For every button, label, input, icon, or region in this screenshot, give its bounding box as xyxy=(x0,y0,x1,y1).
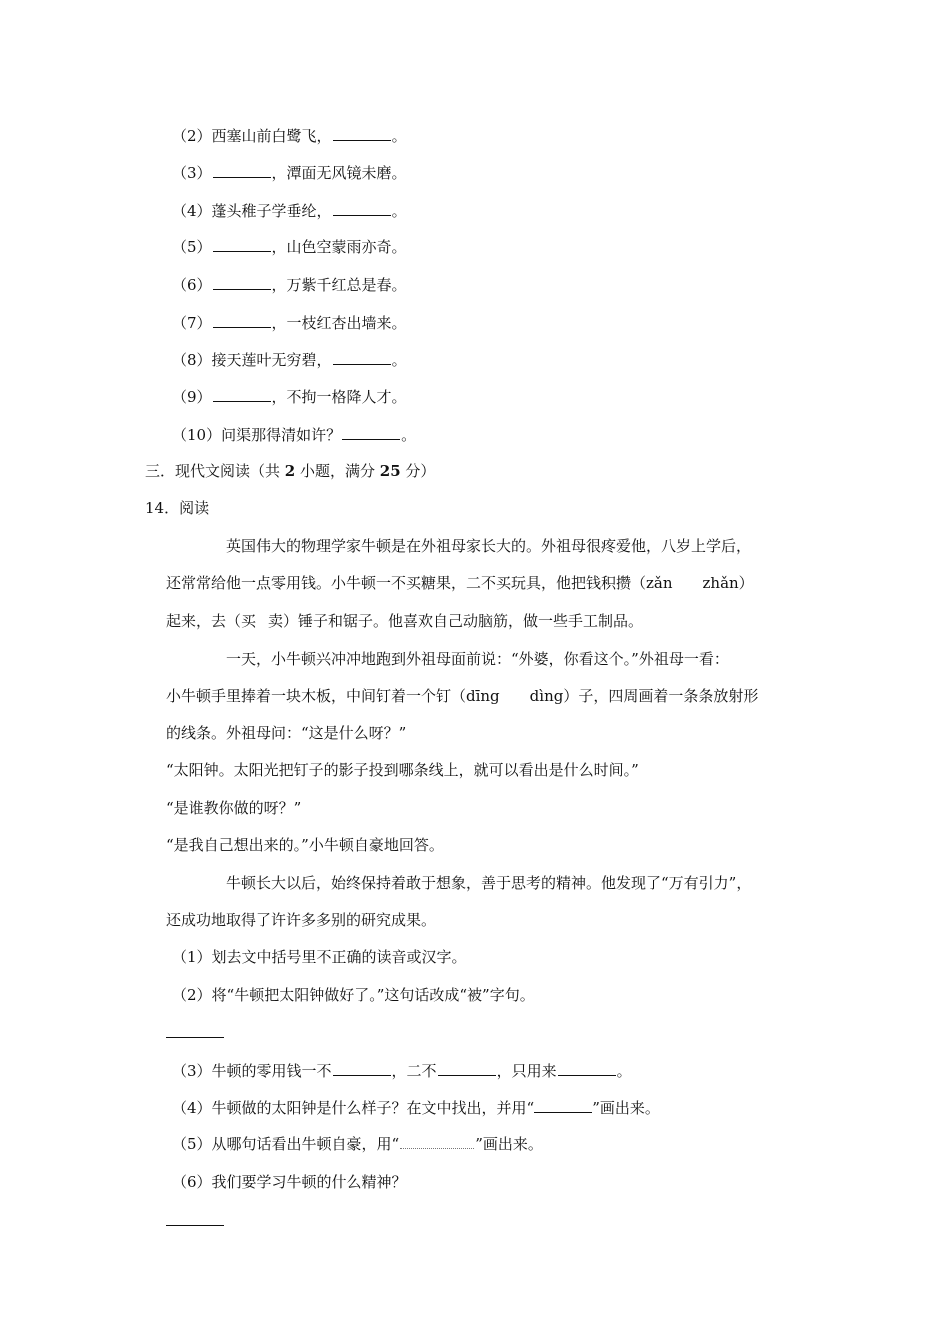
answer-blank[interactable] xyxy=(213,312,271,328)
sub-question-6: （6）我们要学习牛顿的什么精神？ xyxy=(172,1173,407,1191)
total-score: 25 xyxy=(379,462,401,480)
passage-p2-line3: 的线条。外祖母问：“这是什么呀？” xyxy=(166,724,407,742)
poem-text: 西塞山前白鹭飞， xyxy=(211,127,332,145)
question-number: （2） xyxy=(172,127,212,145)
question-14-label: 14．阅读 xyxy=(145,499,210,517)
poem-text: ，万紫千红总是春。 xyxy=(271,276,407,294)
poem-text: 。 xyxy=(401,426,417,444)
passage-p3-line2: 还成功地取得了许许多多别的研究成果。 xyxy=(166,911,437,929)
answer-blank[interactable] xyxy=(213,236,271,252)
poem-text: 蓬头稚子学垂纶， xyxy=(211,202,332,220)
poem-text: ，潭面无风镜未磨。 xyxy=(271,164,407,182)
passage-p1-line2: 还常常给他一点零用钱。小牛顿一不买糖果，二不买玩具，他把钱积攒（zǎn zhǎn） xyxy=(166,574,754,592)
poem-line-3 xyxy=(172,162,407,183)
answer-blank[interactable] xyxy=(213,274,271,290)
answer-line-2[interactable] xyxy=(166,1022,224,1043)
answer-line-6[interactable] xyxy=(166,1210,224,1231)
poem-line-7 xyxy=(172,312,407,333)
answer-blank[interactable] xyxy=(333,200,391,216)
answer-blank[interactable] xyxy=(213,162,271,178)
passage-p2-line2: 小牛顿手里捧着一块木板，中间钉着一个钉（dīng dìng）子，四周画着一条条放射形 xyxy=(166,687,759,705)
answer-blank[interactable] xyxy=(558,1060,616,1076)
question-number: （5） xyxy=(172,238,212,256)
answer-blank[interactable] xyxy=(333,349,391,365)
answer-blank[interactable] xyxy=(166,1210,224,1226)
poem-text: ，不拘一格降人才。 xyxy=(271,388,407,406)
poem-text: ，一枝红杏出墙来。 xyxy=(271,314,407,332)
poem-text: ，山色空蒙雨亦奇。 xyxy=(271,238,407,256)
poem-line-6 xyxy=(172,274,407,295)
sub-question-2: （2）将“牛顿把太阳钟做好了。”这句话改成“被”字句。 xyxy=(172,986,535,1004)
poem-text: 接天莲叶无穷碧， xyxy=(211,351,332,369)
answer-blank[interactable] xyxy=(213,386,271,402)
answer-blank[interactable] xyxy=(333,1060,391,1076)
passage-p1-line1: 英国伟大的物理学家牛顿是在外祖母家长大的。外祖母很疼爱他，八岁上学后， xyxy=(226,537,752,555)
poem-line-8 xyxy=(172,349,407,370)
question-number: （6） xyxy=(172,276,212,294)
question-number: （4） xyxy=(172,202,212,220)
poem-line-5 xyxy=(172,236,407,257)
answer-blank[interactable] xyxy=(166,1022,224,1038)
wavy-underline-sample xyxy=(400,1136,474,1149)
sub-question-5: （5）从哪句话看出牛顿自豪，用“ ”画出来。 xyxy=(172,1135,543,1153)
poem-line-4 xyxy=(172,200,407,221)
passage-p3-line1: 牛顿长大以后，始终保持着敢于想象，善于思考的精神。他发现了“万有引力”， xyxy=(226,874,752,892)
section-heading: 三．现代文阅读（共 2 小题，满分 25 分） xyxy=(145,462,436,480)
question-number: （9） xyxy=(172,388,212,406)
poem-text: 。 xyxy=(391,202,407,220)
poem-text: 。 xyxy=(391,127,407,145)
poem-line-9 xyxy=(172,386,407,407)
sub-question-3: （3）牛顿的零用钱一不 ，二不 ，只用来 。 xyxy=(172,1062,632,1080)
poem-line-10 xyxy=(172,424,416,445)
question-number: （8） xyxy=(172,351,212,369)
question-number: （10） xyxy=(172,426,222,444)
passage-p2-line1: 一天，小牛顿兴冲冲地跑到外祖母面前说：“外婆，你看这个。”外祖母一看： xyxy=(226,650,729,668)
answer-blank[interactable] xyxy=(342,424,400,440)
dialogue-line-2: “是谁教你做的呀？” xyxy=(166,799,302,817)
dialogue-line-1: “太阳钟。太阳光把钉子的影子投到哪条线上，就可以看出是什么时间。” xyxy=(166,761,639,779)
poem-text: 。 xyxy=(391,351,407,369)
poem-line-2 xyxy=(172,125,407,146)
answer-blank[interactable] xyxy=(333,125,391,141)
question-number: （7） xyxy=(172,314,212,332)
question-count: 2 xyxy=(284,462,296,480)
underline-sample xyxy=(534,1097,592,1113)
sub-question-4: （4）牛顿做的太阳钟是什么样子？在文中找出，并用“ ”画出来。 xyxy=(172,1099,660,1117)
sub-question-1: （1）划去文中括号里不正确的读音或汉字。 xyxy=(172,948,467,966)
poem-text: 问渠那得清如许？ xyxy=(221,426,342,444)
dialogue-line-3: “是我自己想出来的。”小牛顿自豪地回答。 xyxy=(166,836,444,854)
answer-blank[interactable] xyxy=(438,1060,496,1076)
question-number: （3） xyxy=(172,164,212,182)
passage-p1-line3: 起来，去（买 卖）锤子和锯子。他喜欢自己动脑筋，做一些手工制品。 xyxy=(166,612,644,630)
